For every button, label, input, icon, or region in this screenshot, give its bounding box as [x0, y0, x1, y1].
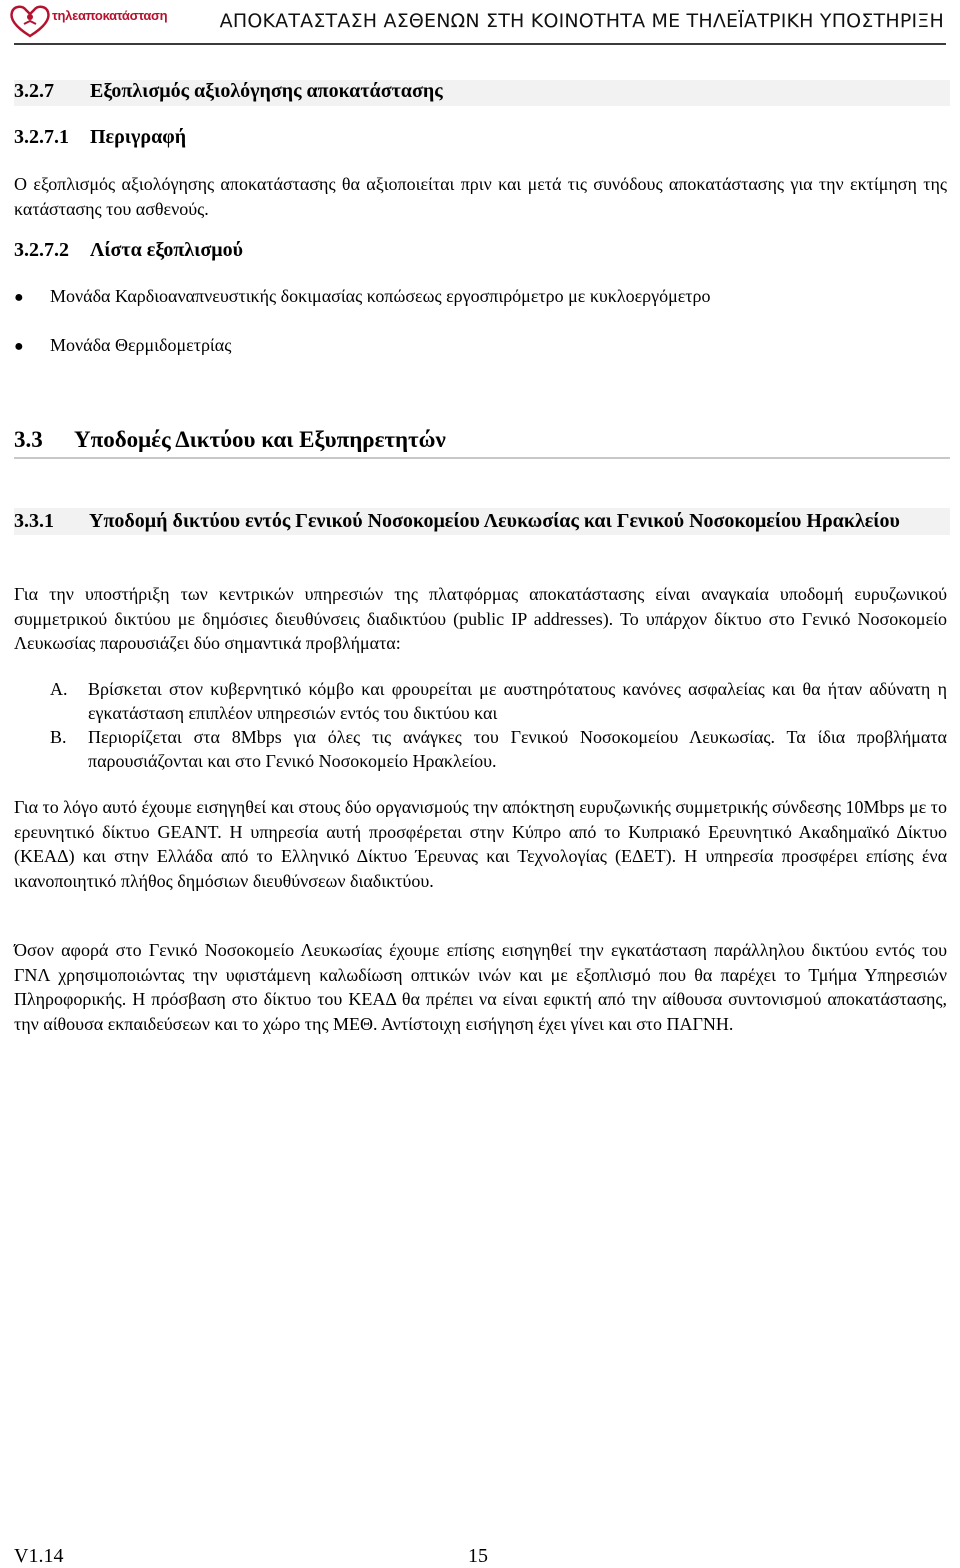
- section-title: Υποδομές Δικτύου και Εξυπηρετητών: [74, 427, 446, 452]
- list-item: [14, 725, 947, 773]
- section-title: Λίστα εξοπλισμού: [90, 239, 243, 261]
- header-rule: [14, 43, 946, 45]
- list-item-text: Βρίσκεται στον κυβερνητικό κόμβο και φρουρείται με αυστηρότατους κανόνες ασφαλείας και θα ήταν αδύνατη η εγκατάσταση επιπλέον υπηρεσιών εντός του δικτύου και: [88, 679, 947, 723]
- intro-paragraph: Για την υποστήριξη των κεντρικών υπηρεσιών της πλατφόρμας αποκατάστασης είναι αναγκαία υποδομή ευρυζωνικού συμμετρικού δικτύου με δημόσιες διευθύνσεις διαδικτύου (public IP addresses). Το υπάρχον δίκτυο στο Γενικό Νοσοκομείο Λευκωσίας παρουσιάζει δύο σημαντικά προβλήματα:: [14, 584, 947, 653]
- list-item-text: Μονάδα Καρδιοαναπνευστικής δοκιμασίας κοπώσεως εργοσπιρόμετρο με κυκλοεργόμετρο: [50, 286, 711, 306]
- section-number: 3.2.7: [14, 80, 54, 102]
- description-paragraph: Ο εξοπλισμός αξιολόγησης αποκατάστασης θα αξιοποιείται πριν και μετά τις συνόδους αποκατάστασης για την εκτίμηση της κατάστασης του ασθενούς.: [14, 174, 947, 219]
- page-header: [0, 0, 960, 46]
- section-number: 3.3.1: [14, 510, 54, 532]
- section-number: 3.2.7.2: [14, 239, 69, 261]
- header-title: ΑΠΟΚΑΤΑΣΤΑΣΗ ΑΣΘΕΝΩΝ ΣΤΗ ΚΟΙΝΟΤΗΤΑ ΜΕ ΤΗΛΕΪΑΤΡΙΚΗ ΥΠΟΣΤΗΡΙΞΗ: [219, 10, 944, 32]
- list-item-text: Περιορίζεται στα 8Mbps για όλες τις ανάγκες του Γενικού Νοσοκομείου Λευκωσίας. Τα ίδια προβλήματα παρουσιάζονται και στο Γενικό Νοσοκομείο Ηρακλείου.: [88, 727, 947, 771]
- logo-text: τηλεαποκατάσταση: [52, 8, 168, 23]
- footer-version: V1.14: [14, 1545, 64, 1567]
- section-3-2-7-heading: [14, 80, 950, 106]
- paragraph: Όσον αφορά στο Γενικό Νοσοκομείο Λευκωσίας έχουμε επίσης εισηγηθεί την εγκατάσταση παράλληλου δικτύου εντός του ΓΝΛ χρησιμοποιώντας την υφιστάμενη καλωδίωση οπτικών ινών και με εξοπλισμό που θα παρέχει το Τμήμα Υπηρεσιών Πληροφορικής. Η πρόσβαση στο δίκτυο του ΚΕΑΔ θα πρέπει να είναι εφικτή από την αίθουσα συντονισμού αποκατάστασης, την αίθουσα εκπαιδεύσεων και το χώρο της ΜΕΘ. Αντίστοιχη εισήγηση έχει γίνει και στο ΠΑΓΝΗ.: [14, 940, 947, 1034]
- section-title: Υποδομή δικτύου εντός Γενικού Νοσοκομείου Λευκωσίας και Γενικού Νοσοκομείου Ηρακλείου: [89, 510, 900, 532]
- list-item-text: Μονάδα Θερμιδομετρίας: [50, 335, 232, 355]
- section-title: Εξοπλισμός αξιολόγησης αποκατάστασης: [90, 80, 443, 102]
- paragraph: Για το λόγο αυτό έχουμε εισηγηθεί και στους δύο οργανισμούς την απόκτηση ευρυζωνικής συμμετρικής σύνδεσης 10Mbps με το ερευνητικό δίκτυο GEANT. Η υπηρεσία αυτή προσφέρεται στην Κύπρο από το Κυπριακό Ερευνητικό Ακαδημαϊκό Δίκτυο (ΚΕΑΔ) και στην Ελλάδα από το Ελληνικό Δίκτυο Έρευνας και Τεχνολογίας (ΕΔΕΤ). Η υπηρεσία προσφέρει επίσης ένα ικανοποιητικό πλήθος δημόσιων διευθύνσεων διαδικτύου.: [14, 797, 947, 891]
- bullet-icon: ●: [14, 338, 24, 355]
- section-number: 3.2.7.1: [14, 126, 69, 148]
- section-3-3-1-heading: [14, 508, 950, 535]
- bullet-icon: ●: [14, 289, 24, 306]
- section-3-2-7-1-heading: [14, 126, 186, 149]
- section-3-2-7-2-heading: [14, 239, 243, 262]
- section-3-3-heading: [14, 427, 950, 459]
- list-item: [14, 677, 947, 725]
- list-marker: B.: [50, 727, 67, 747]
- list-item: [14, 335, 231, 356]
- footer-page-number: 15: [468, 1545, 488, 1567]
- list-marker: A.: [50, 679, 68, 699]
- section-number: 3.3: [14, 427, 43, 452]
- list-item: [14, 286, 711, 307]
- section-title: Περιγραφή: [90, 126, 187, 148]
